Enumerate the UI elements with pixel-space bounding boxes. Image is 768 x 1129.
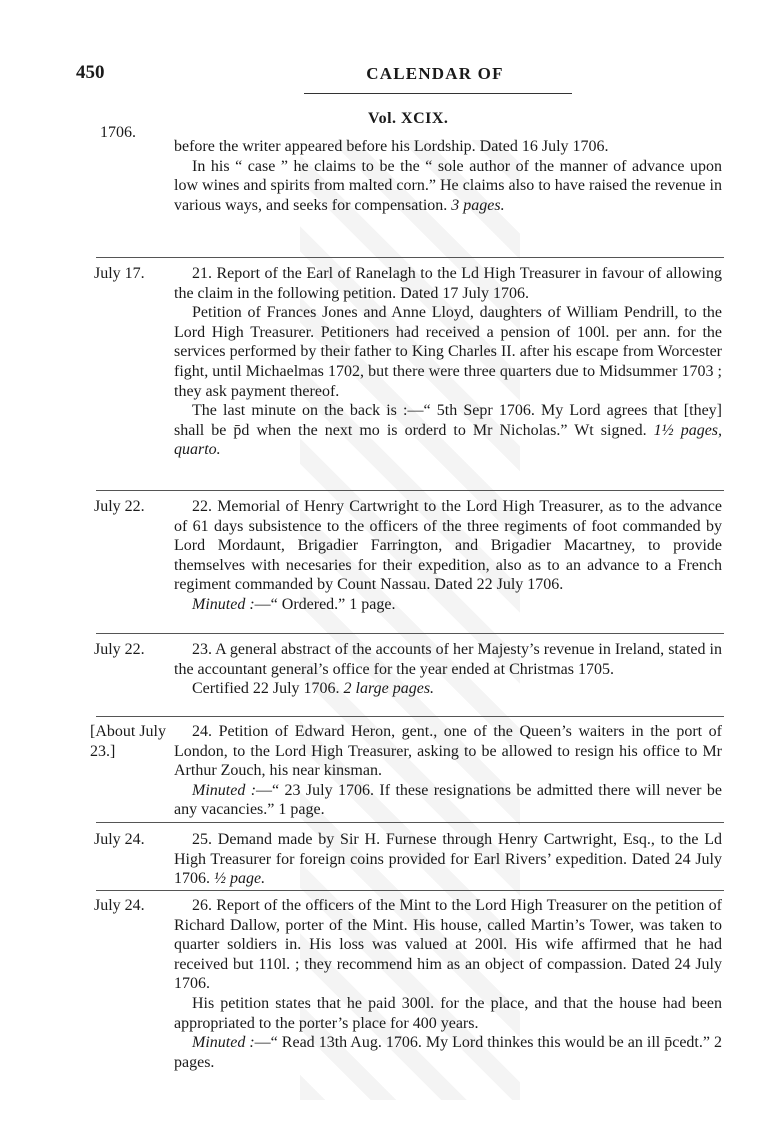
- paragraph: His petition states that he paid 300l. for the place, and that the house had been appropriated to the porter’s place for 400 years.: [174, 994, 722, 1032]
- paragraph: 26. Report of the officers of the Mint to the Lord High Treasurer on the petition of Richard Dallow, porter of the Mint. His house, called Martin’s Tower, was taken to quarter soldiers in. His loss was valued at 200l. His wife affirmed that he had received but 110l. ; they recommend him as an object of compassion. Dated 24 July 1706.: [174, 897, 722, 993]
- entry-body: [174, 497, 722, 615]
- page-count-note: ½ page.: [214, 870, 266, 888]
- minute-label: Minuted :: [192, 781, 257, 799]
- page-count-note: 2 large pages.: [343, 680, 435, 698]
- entry-divider: [96, 822, 724, 823]
- entry-divider: [96, 716, 724, 717]
- entry-date: July 17.: [94, 265, 145, 282]
- paragraph: The last minute on the back is :—“ 5th Sepr 1706. My Lord agrees that [they] shall be p̄d when the next mo is orderd to Mr Nicholas.” Wt signed. 1½ pages, quarto.: [174, 402, 723, 459]
- entry-divider: [96, 890, 724, 891]
- year-label: 1706.: [100, 124, 136, 141]
- page-count-note: 1½ pages, quarto.: [174, 421, 723, 459]
- minute-label: Minuted :: [192, 595, 255, 613]
- paragraph: 25. Demand made by Sir H. Furnese through Henry Cartwright, Esq., to the Ld High Treasurer for foreign coins provided for Earl Rivers’ expedition. Dated 24 July 1706. ½ page.: [174, 831, 722, 888]
- title-rule: [304, 93, 572, 94]
- page-number: 450: [76, 62, 105, 83]
- minute-label: Minuted :: [192, 1034, 255, 1052]
- paragraph: 23. A general abstract of the accounts of her Majesty’s revenue in Ireland, stated in the accountant general’s office for the year ended at Christmas 1705.: [174, 641, 722, 678]
- entry-date: July 22.: [94, 641, 145, 658]
- minute: Minuted :—“ Ordered.” 1 page.: [192, 595, 396, 613]
- paragraph: 21. Report of the Earl of Ranelagh to the Ld High Treasurer in favour of allowing the claim in the following petition. Dated 17 July 1706.: [174, 265, 722, 302]
- minute: Minuted :—“ 23 July 1706. If these resignations be admitted there will never be any vacancies.” 1 page.: [174, 781, 722, 819]
- paragraph: before the writer appeared before his Lordship. Dated 16 July 1706.: [174, 138, 609, 155]
- entry-body: [174, 896, 722, 1072]
- running-title: CALENDAR OF: [366, 64, 504, 83]
- entry-body: [174, 722, 722, 820]
- paragraph: Certified 22 July 1706. 2 large pages.: [192, 680, 435, 698]
- entry-body: [174, 640, 722, 699]
- paragraph: 22. Memorial of Henry Cartwright to the Lord High Treasurer, as to the advance of 61 days subsistence to the officers of the three regiments of foot commanded by Lord Mordaunt, Brigadier Farrington, and Brigadier Macartney, to provide themselves with necesaries for their expedition, also as to an advance to a French regiment commanded by Count Nassau. Dated 22 July 1706.: [174, 498, 722, 594]
- volume-heading: Vol. XCIX.: [368, 110, 449, 127]
- entry-divider: [96, 257, 724, 258]
- paragraph: Petition of Frances Jones and Anne Lloyd, daughters of William Pendrill, to the Lord High Treasurer. Petitioners had received a pension of 100l. per ann. for the services performed by their father to King Charles II. after his escape from Worcester fight, until Michaelmas 1702, but there were three quarters due to Midsummer 1703 ; they ask payment thereof.: [174, 304, 722, 400]
- paragraph: 24. Petition of Edward Heron, gent., one of the Queen’s waiters in the port of London, to the Lord High Treasurer, asking to be allowed to resign his office to Mr Arthur Zouch, his near kinsman.: [174, 723, 722, 780]
- minute: Minuted :—“ Read 13th Aug. 1706. My Lord thinkes this would be an ill p̄cedt.” 2 pages.: [174, 1034, 722, 1071]
- page-count-note: 3 pages.: [451, 196, 505, 214]
- entry-date: July 22.: [94, 498, 145, 515]
- entry-date: July 24.: [94, 831, 145, 848]
- paragraph: In his “ case ” he claims to be the “ sole author of the manner of advance upon low wines and spirits from malted corn.” He claims also to have raised the revenue in various ways, and seeks for compensation. 3 pages.: [174, 157, 722, 214]
- entry-date: July 24.: [94, 897, 145, 914]
- entry-divider: [96, 633, 724, 634]
- entry-divider: [96, 490, 724, 491]
- entry-body: [174, 830, 722, 889]
- entry-body: [174, 264, 722, 460]
- entry-date: [About July 23.]: [90, 723, 166, 760]
- entry-body: [174, 137, 722, 215]
